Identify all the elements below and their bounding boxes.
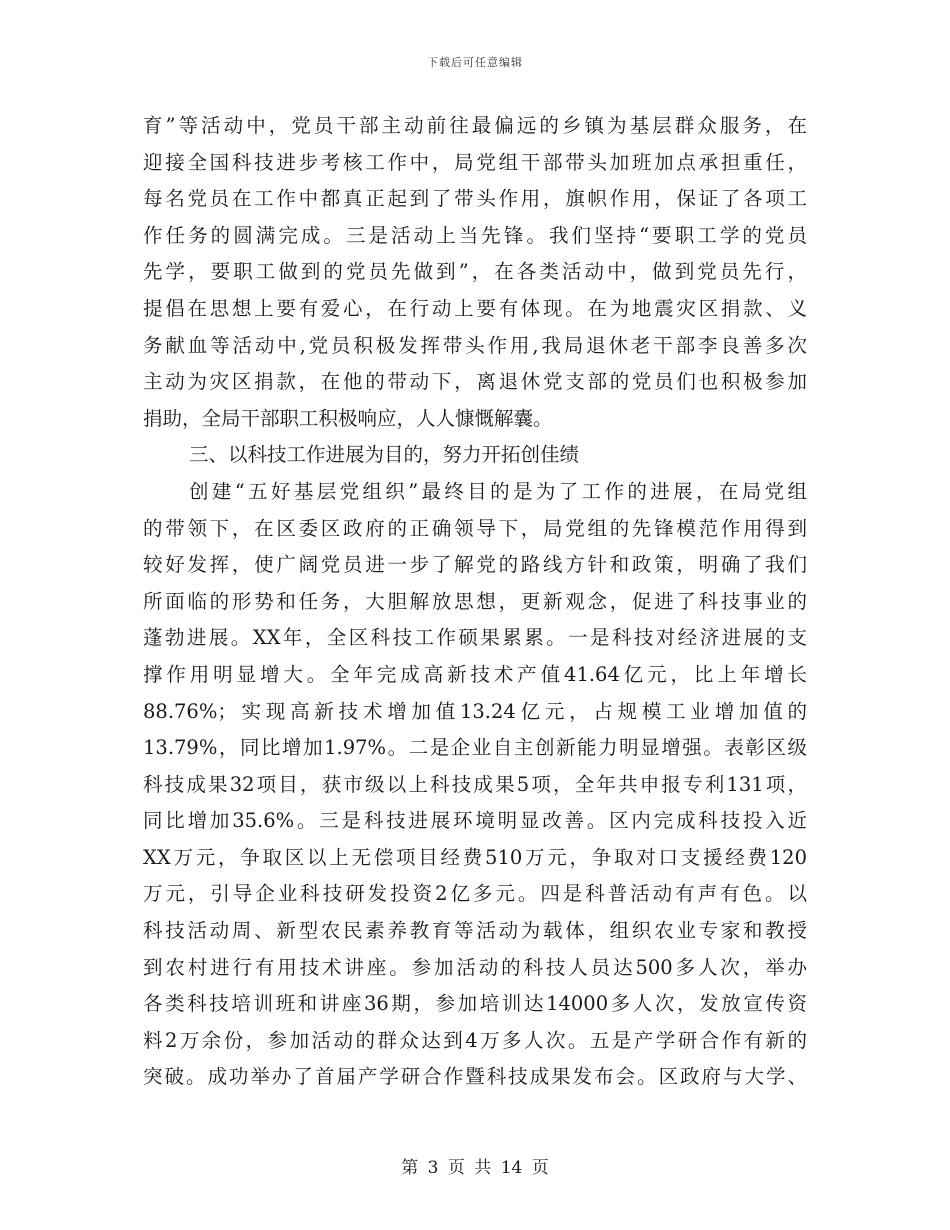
text-line: 撑作用明显增大。全年完成高新技术产值41.64亿元，比上年增长 xyxy=(143,662,807,686)
text-line: 主动为灾区捐款，在他的带动下，离退休党支部的党员们也积极参加 xyxy=(143,370,807,394)
text-line: 作任务的圆满完成。三是活动上当先锋。我们坚持“要职工学的党员 xyxy=(143,223,807,247)
text-line: 88.76%；实现高新技术增加值13.24亿元，占规模工业增加值的 xyxy=(143,699,807,723)
text-line: 万元，引导企业科技研发投资2亿多元。四是科普活动有声有色。以 xyxy=(143,882,807,906)
text-line: 迎接全国科技进步考核工作中，局党组干部带头加班加点承担重任， xyxy=(143,150,807,174)
text-line: 所面临的形势和任务，大胆解放思想，更新观念，促进了科技事业的 xyxy=(143,589,807,613)
text-line: 各类科技培训班和讲座36期，参加培训达14000多人次，发放宣传资 xyxy=(143,992,807,1016)
text-line: XX万元，争取区以上无偿项目经费510万元，争取对口支援经费120 xyxy=(143,845,807,869)
text-line: 到农村进行有用技术讲座。参加活动的科技人员达500多人次，举办 xyxy=(143,955,807,979)
section-heading: 三、以科技工作进展为目的，努力开拓创佳绩 xyxy=(189,443,580,467)
text-line: 较好发挥，使广阔党员进一步了解党的路线方针和政策，明确了我们 xyxy=(143,553,807,577)
text-line: 务献血等活动中,党员积极发挥带头作用,我局退休老干部李良善多次 xyxy=(143,333,807,357)
text-line: 蓬勃进展。XX年，全区科技工作硕果累累。一是科技对经济进展的支 xyxy=(143,626,807,650)
text-line: 的带领下，在区委区政府的正确领导下，局党组的先锋模范作用得到 xyxy=(143,516,807,540)
text-line: 育”等活动中，党员干部主动前往最偏远的乡镇为基层群众服务，在 xyxy=(143,114,807,137)
text-line: 科技活动周、新型农民素养教育等活动为载体，组织农业专家和教授 xyxy=(143,919,807,943)
text-line: 捐助，全局干部职工积极响应，人人慷慨解囊。 xyxy=(143,406,553,430)
text-line: 创建“五好基层党组织”最终目的是为了工作的进展，在局党组 xyxy=(189,479,807,503)
text-line: 13.79%，同比增加1.97%。二是企业自主创新能力明显增强。表彰区级 xyxy=(143,736,807,760)
text-line: 每名党员在工作中都真正起到了带头作用，旗帜作用，保证了各项工 xyxy=(143,187,807,211)
text-line: 科技成果32项目，获市级以上科技成果5项，全年共申报专利131项， xyxy=(143,772,807,796)
page-header: 下载后可任意编辑 xyxy=(427,56,523,69)
document-body xyxy=(143,108,807,1096)
page-number-footer: 第 3 页 共 14 页 xyxy=(401,1158,549,1178)
text-line: 同比增加35.6%。三是科技进展环境明显改善。区内完成科技投入近 xyxy=(143,809,807,833)
text-line: 先学，要职工做到的党员先做到”，在各类活动中，做到党员先行， xyxy=(143,260,807,284)
text-line: 提倡在思想上要有爱心，在行动上要有体现。在为地震灾区捐款、义 xyxy=(143,296,807,320)
text-line: 料2万余份，参加活动的群众达到4万多人次。五是产学研合作有新的 xyxy=(143,1028,807,1052)
text-line: 突破。成功举办了首届产学研合作暨科技成果发布会。区政府与大学、 xyxy=(143,1065,807,1089)
